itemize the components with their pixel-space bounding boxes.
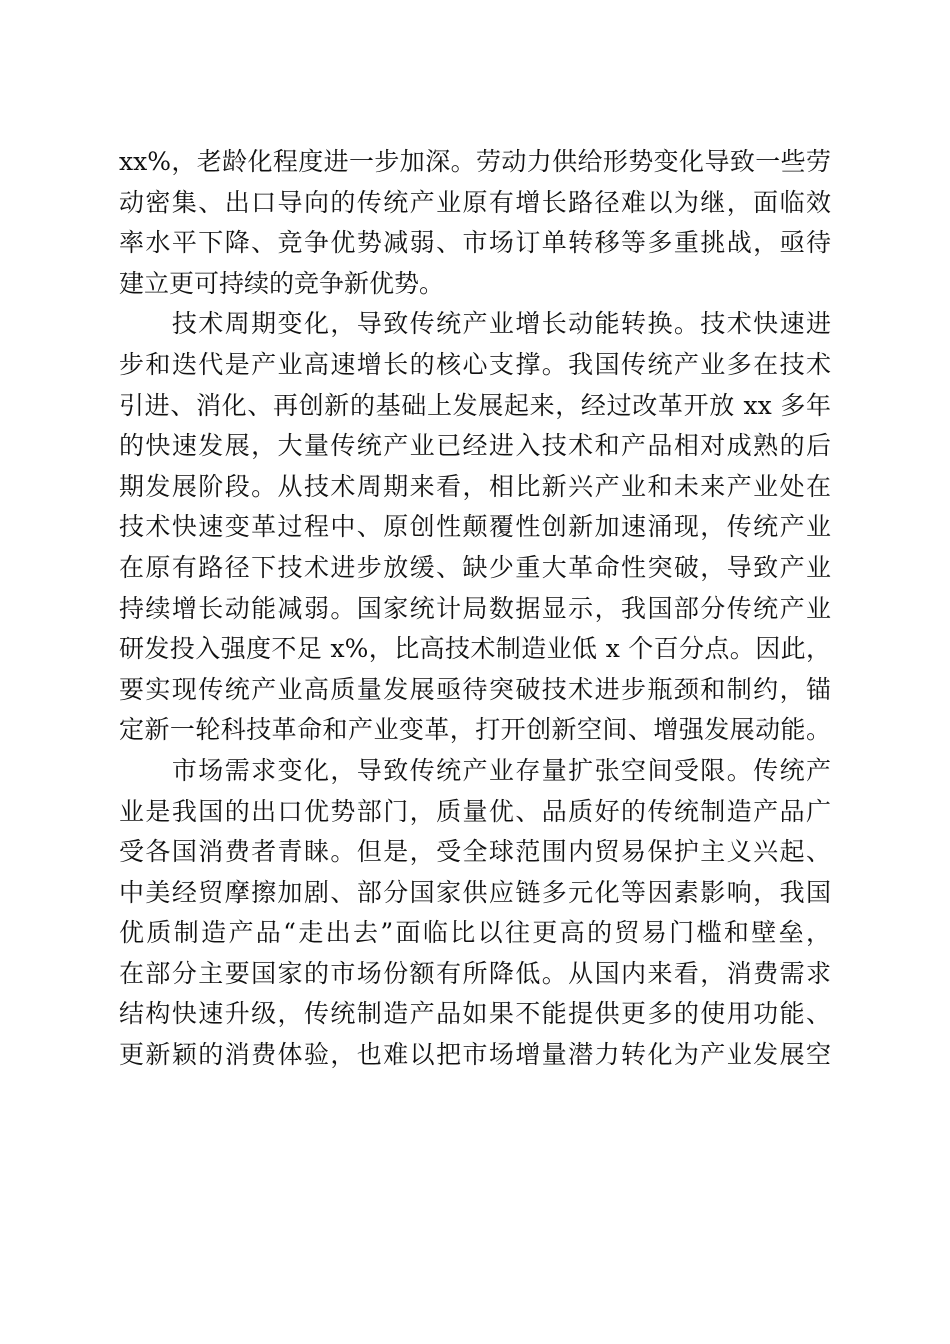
text-line: 研发投入强度不足 x%，比高技术制造业低 x 个百分点。因此， xyxy=(119,634,831,664)
text-line: 业是我国的出口优势部门，质量优、品质好的传统制造产品广 xyxy=(119,796,831,826)
text-line: 更新颖的消费体验，也难以把市场增量潜力转化为产业发展空 xyxy=(119,1040,831,1070)
text-line: 动密集、出口导向的传统产业原有增长路径难以为继，面临效 xyxy=(119,187,831,217)
text-line: 在部分主要国家的市场份额有所降低。从国内来看，消费需求 xyxy=(119,958,831,988)
text-line: 的快速发展，大量传统产业已经进入技术和产品相对成熟的后 xyxy=(119,431,831,461)
text-line: 要实现传统产业高质量发展亟待突破技术进步瓶颈和制约，锚 xyxy=(119,674,831,704)
text-line: 定新一轮科技革命和产业变革，打开创新空间、增强发展动能。 xyxy=(119,715,831,745)
text-line: 建立更可持续的竞争新优势。 xyxy=(119,268,445,298)
text-line: 率水平下降、竞争优势减弱、市场订单转移等多重挑战，亟待 xyxy=(119,228,831,258)
text-line: 持续增长动能减弱。国家统计局数据显示，我国部分传统产业 xyxy=(119,593,831,623)
text-line: 优质制造产品“走出去”面临比以往更高的贸易门槛和壁垒， xyxy=(119,918,831,948)
text-line: 中美经贸摩擦加剧、部分国家供应链多元化等因素影响，我国 xyxy=(119,877,831,907)
text-line: 步和迭代是产业高速增长的核心支撑。我国传统产业多在技术 xyxy=(119,349,831,379)
text-line: 受各国消费者青睐。但是，受全球范围内贸易保护主义兴起、 xyxy=(119,837,831,867)
text-line: xx%，老龄化程度进一步加深。劳动力供给形势变化导致一些劳 xyxy=(119,147,831,176)
text-line: 技术快速变革过程中、原创性颠覆性创新加速涌现，传统产业 xyxy=(119,512,831,542)
text-line: 在原有路径下技术进步放缓、缺少重大革命性突破，导致产业 xyxy=(119,552,831,582)
body-text xyxy=(119,142,831,1076)
text-line: 结构快速升级，传统制造产品如果不能提供更多的使用功能、 xyxy=(119,999,831,1029)
text-line: 期发展阶段。从技术周期来看，相比新兴产业和未来产业处在 xyxy=(119,471,831,501)
text-line: 引进、消化、再创新的基础上发展起来，经过改革开放 xx 多年 xyxy=(119,390,831,420)
text-line: 市场需求变化，导致传统产业存量扩张空间受限。传统产 xyxy=(119,755,831,785)
text-line: 技术周期变化，导致传统产业增长动能转换。技术快速进 xyxy=(119,309,831,339)
